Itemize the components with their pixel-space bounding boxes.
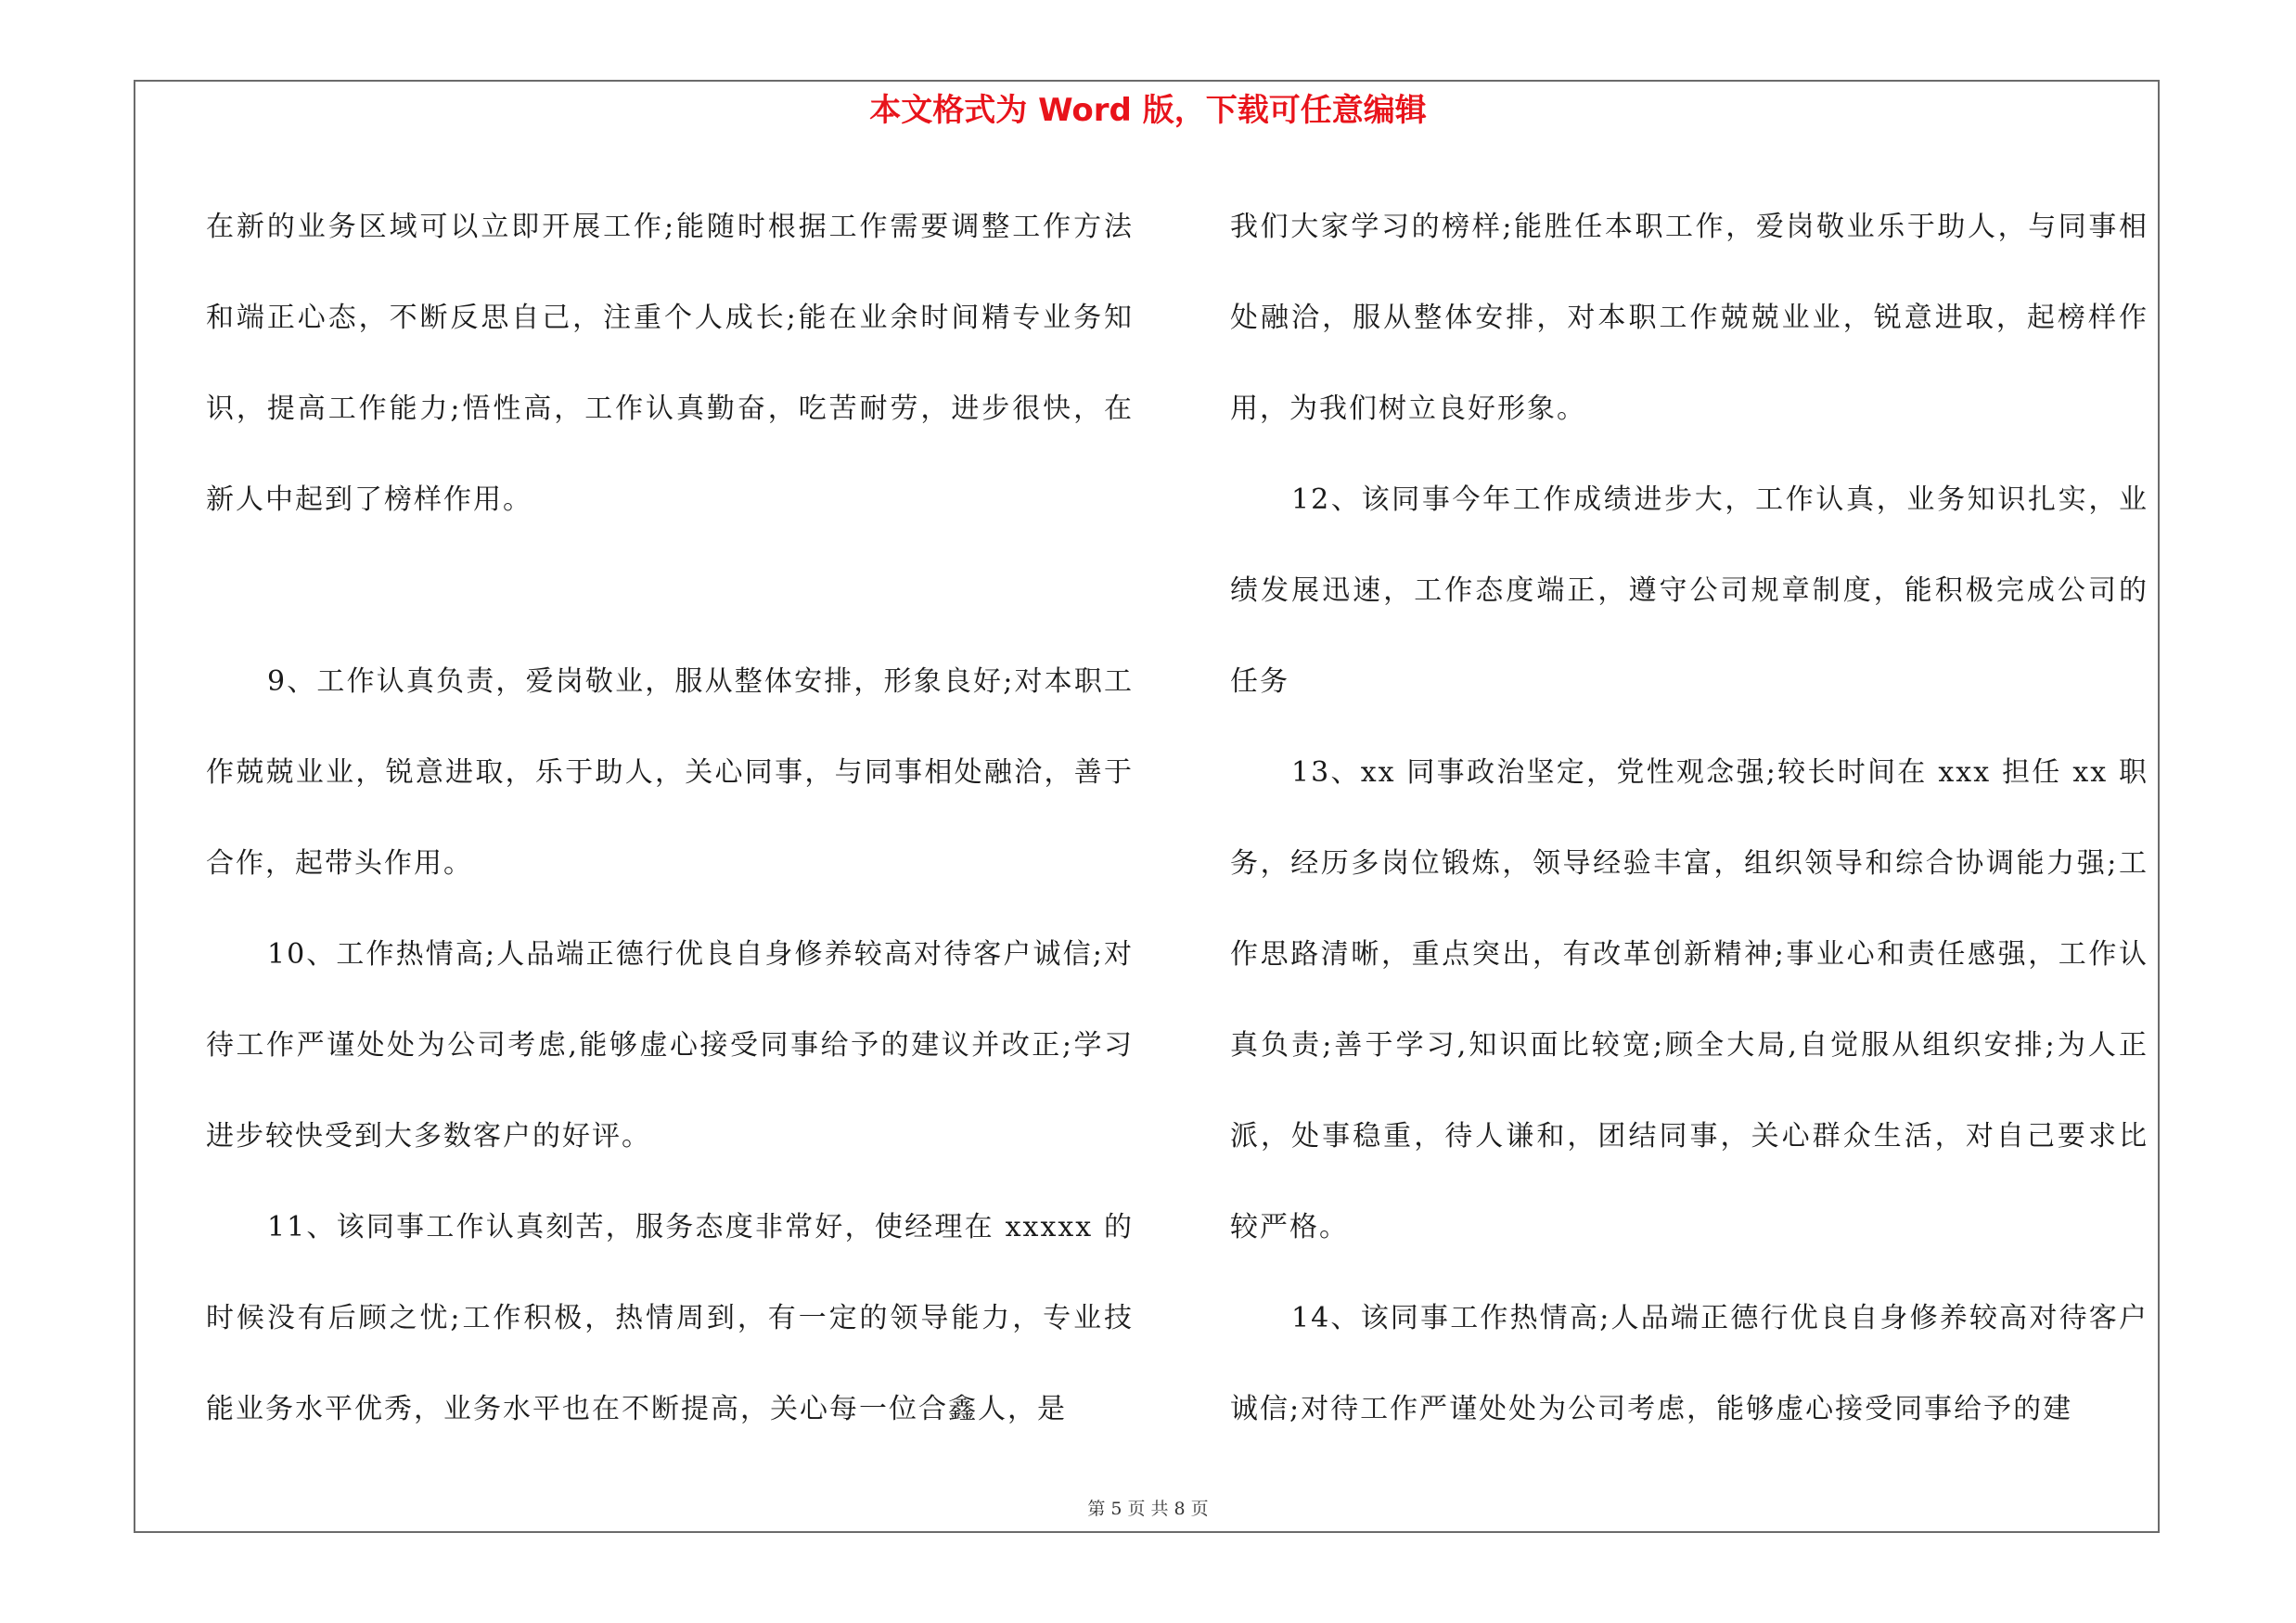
paragraph-14: 14、该同事工作热情高;人品端正德行优良自身修养较高对待客户诚信;对待工作严谨处处为公司考虑，能够虚心接受同事给予的建 — [1230, 1302, 2148, 1425]
paragraph-13: 13、xx 同事政治坚定，党性观念强;较长时间在 xxx 担任 xx 职务，经历多岗位锻炼，领导经验丰富，组织领导和综合协调能力强;工作思路清晰，重点突出，有改革创新精神;事业心和责任感强，工作认真负责;善于学习,知识面比较宽;顾全大局,自觉服从组织安排;为人正派，处事稳重，待人谦和，团结同事，关心群众生活，对自己要求比较严格。 — [1230, 756, 2148, 1243]
word-format-banner: 本文格式为 Word 版，下载可任意编辑 — [869, 92, 1427, 129]
page-number-footer: 第 5 页 共 8 页 — [1087, 1499, 1209, 1519]
paragraph-10: 10、工作热情高;人品端正德行优良自身修养较高对待客户诚信;对待工作严谨处处为公司考虑,能够虚心接受同事给予的建议并改正;学习进步较快受到大多数客户的好评。 — [206, 938, 1134, 1153]
paragraph-12: 12、该同事今年工作成绩进步大，工作认真，业务知识扎实，业绩发展迅速，工作态度端正，遵守公司规章制度，能积极完成公司的任务 — [1230, 483, 2148, 698]
paragraph-continued: 在新的业务区域可以立即开展工作;能随时根据工作需要调整工作方法和端正心态，不断反思自己，注重个人成长;能在业余时间精专业务知识，提高工作能力;悟性高，工作认真勤奋，吃苦耐劳，进步很快，在新人中起到了榜样作用。 — [206, 211, 1134, 516]
left-column — [206, 182, 1134, 1455]
right-column — [1230, 182, 2148, 1455]
paragraph-9: 9、工作认真负责，爱岗敬业，服从整体安排，形象良好;对本职工作兢兢业业，锐意进取，乐于助人，关心同事，与同事相处融洽，善于合作，起带头作用。 — [206, 665, 1134, 880]
paragraph-11: 11、该同事工作认真刻苦，服务态度非常好，使经理在 xxxxx 的时候没有后顾之忧;工作积极，热情周到，有一定的领导能力，专业技能业务水平优秀，业务水平也在不断提高，关心每一位合鑫人，是 — [206, 1211, 1134, 1425]
paragraph-continued: 我们大家学习的榜样;能胜任本职工作，爱岗敬业乐于助人，与同事相处融洽，服从整体安排，对本职工作兢兢业业，锐意进取，起榜样作用，为我们树立良好形象。 — [1230, 211, 2148, 425]
